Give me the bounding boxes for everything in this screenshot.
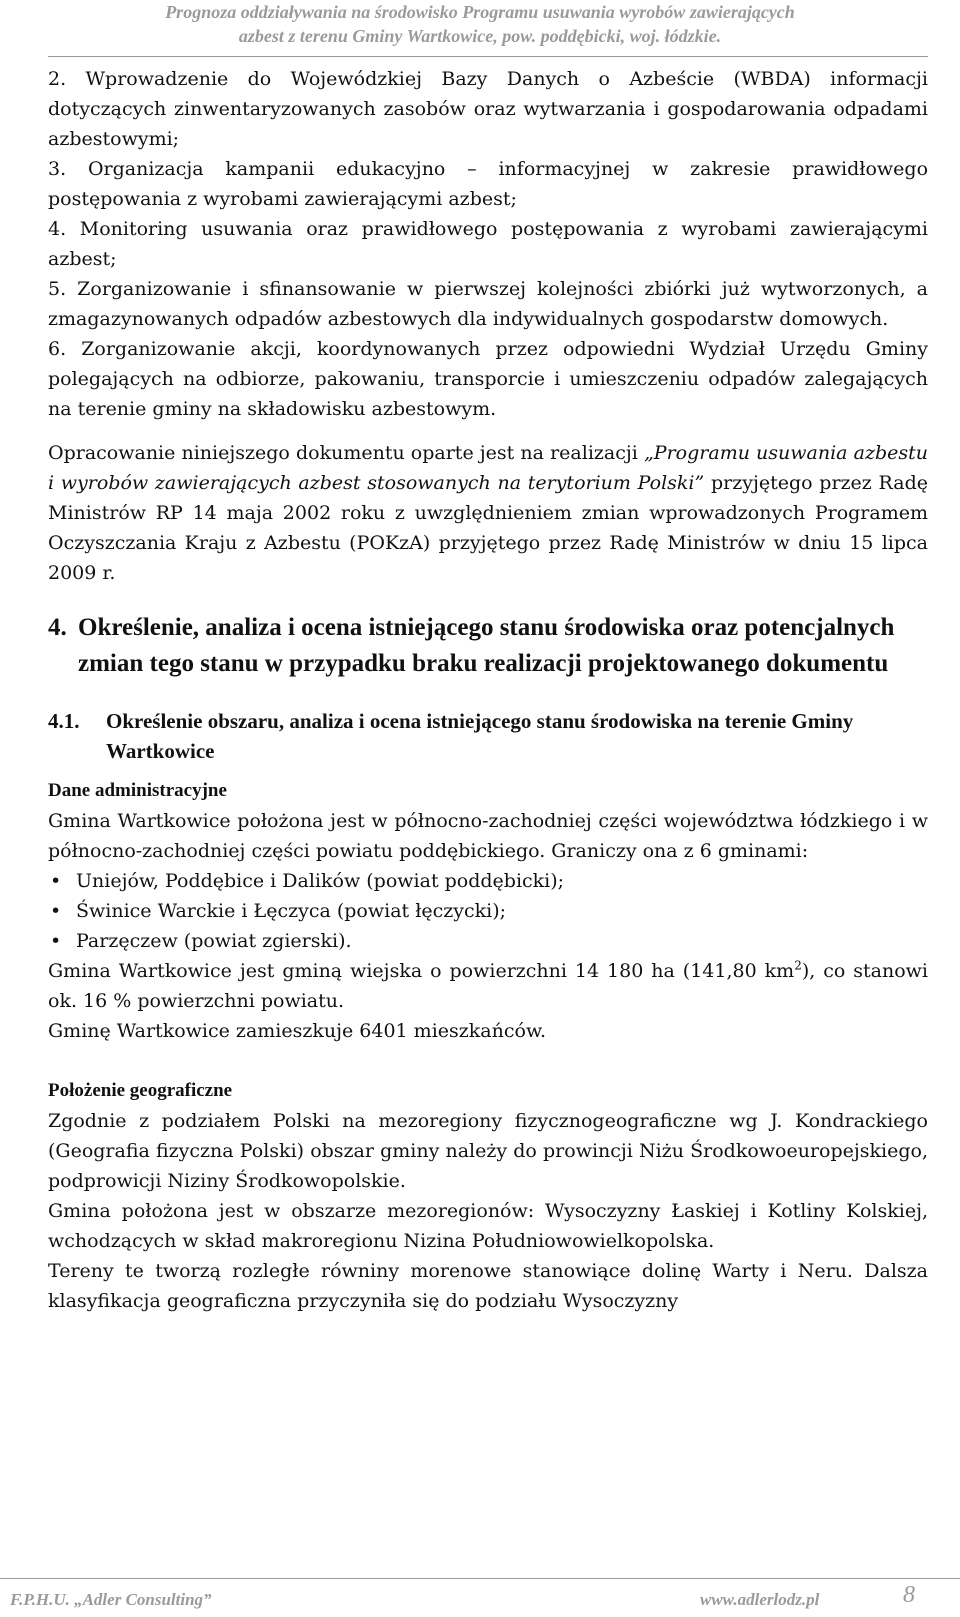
admin-heading: Dane administracyjne bbox=[48, 780, 227, 801]
header-line-1: Prognoza oddziaływania na środowisko Programu usuwania wyrobów zawierających bbox=[165, 2, 795, 22]
geo-paragraph-1: Zgodnie z podziałem Polski na mezoregiony fizycznogeograficzne wg J. Kondrackiego (Geografia fizyczna Polski) obszar gminy należy do prowincji Niżu Środkowoeuropejskiego, podprowicji Niziny Środkowopolskie. bbox=[48, 1110, 928, 1192]
neighbour-list bbox=[48, 866, 928, 956]
section-title: Określenie, analiza i ocena istniejącego stanu środowiska oraz potencjalnych zmian tego stanu w przypadku braku realizacji projektowanego dokumentu bbox=[78, 614, 895, 677]
admin-intro: Gmina Wartkowice położona jest w północno-zachodniej części województwa łódzkiego i w północno-zachodniej części powiatu poddębickiego. Graniczy ona z 6 gminami: bbox=[48, 810, 928, 862]
geo-paragraph-3: Tereny te tworzą rozległe równiny morenowe stanowiące dolinę Warty i Neru. Dalsza klasyfikacja geograficzna przyczyniła się do podziału Wysoczyzny bbox=[48, 1260, 928, 1312]
program-paragraph bbox=[48, 438, 928, 588]
subsection-title: Określenie obszaru, analiza i ocena istniejącego stanu środowiska na terenie Gminy Wartkowice bbox=[106, 709, 854, 763]
list-item-text: Zorganizowanie akcji, koordynowanych przez odpowiedni Wydział Urzędu Gminy polegających na odbiorze, pakowaniu, transporcie i umieszczeniu odpadów zalegających na terenie gminy na składowisku azbestowym. bbox=[48, 338, 928, 420]
superscript: 2 bbox=[794, 958, 802, 973]
list-item bbox=[48, 64, 928, 154]
list-item: • Parzęczew (powiat zgierski). bbox=[48, 926, 928, 956]
list-item-text: Organizacja kampanii edukacyjno – informacyjnej w zakresie prawidłowego postępowania z wyrobami zawierającymi azbest; bbox=[48, 158, 929, 210]
area-paragraph bbox=[48, 956, 928, 1016]
header-rule bbox=[48, 56, 928, 57]
program-text-after: przyjętego przez Radę Ministrów RP 14 maja 2002 roku z uwzględnieniem zmian wprowadzonych Programem Oczyszczania Kraju z Azbestu (POKzA) przyjętego przez Radę Ministrów w dniu 15 lipca 2009 r. bbox=[48, 472, 928, 584]
list-item-number: 6. bbox=[48, 338, 67, 360]
task-list bbox=[48, 64, 928, 424]
page-footer bbox=[0, 1582, 960, 1616]
running-header bbox=[0, 0, 960, 52]
list-item-number: 3. bbox=[48, 158, 67, 180]
area-text-after: ), co stanowi ok. 16 % powierzchni powiatu. bbox=[48, 960, 928, 1012]
footer-rule bbox=[0, 1578, 960, 1579]
list-item-text: Wprowadzenie do Wojewódzkiej Bazy Danych o Azbeście (WBDA) informacji dotyczących zinwentaryzowanych zasobów oraz wytwarzania i gospodarowania odpadami azbestowymi; bbox=[48, 68, 928, 150]
area-text: Gmina Wartkowice jest gminą wiejska o powierzchni 14 180 ha (141,80 km bbox=[48, 960, 795, 982]
list-item: • Uniejów, Poddębice i Dalików (powiat poddębicki); bbox=[48, 866, 928, 896]
section-number: 4. bbox=[48, 614, 67, 641]
list-item-number: 5. bbox=[48, 278, 67, 300]
list-item-number: 4. bbox=[48, 218, 67, 240]
section-4-heading bbox=[48, 610, 928, 682]
geo-heading: Położenie geograficzne bbox=[48, 1080, 233, 1101]
geo-paragraph-2: Gmina położona jest w obszarze mezoregionów: Wysoczyzny Łaskiej i Kotliny Kolskiej, wchodzących w skład makroregionu Nizina Południowowielkopolska. bbox=[48, 1200, 928, 1252]
page-number: 8 bbox=[903, 1582, 915, 1608]
list-item bbox=[48, 214, 928, 274]
subsection-number: 4.1. bbox=[48, 709, 80, 733]
section-4-1-heading bbox=[48, 706, 928, 766]
list-item bbox=[48, 334, 928, 424]
list-item bbox=[48, 154, 928, 214]
document-body bbox=[48, 64, 928, 1316]
program-title-italic: „Programu usuwania azbestu i wyrobów zawierających azbest stosowanych na terytorium Polski” bbox=[48, 442, 928, 494]
footer-url[interactable]: www.adlerlodz.pl bbox=[700, 1590, 820, 1609]
list-item-text: Monitoring usuwania oraz prawidłowego postępowania z wyrobami zawierającymi azbest; bbox=[48, 218, 928, 270]
list-item: • Świnice Warckie i Łęczyca (powiat łęczycki); bbox=[48, 896, 928, 926]
footer-company: F.P.H.U. „Adler Consulting” bbox=[10, 1590, 212, 1609]
list-item bbox=[48, 274, 928, 334]
header-line-2: azbest z terenu Gminy Wartkowice, pow. poddębicki, woj. łódzkie. bbox=[238, 26, 722, 46]
list-item-text: Zorganizowanie i sfinansowanie w pierwszej kolejności zbiórki już wytworzonych, a zmagazynowanych odpadów azbestowych dla indywidualnych gospodarstw domowych. bbox=[48, 278, 929, 330]
list-item-number: 2. bbox=[48, 68, 67, 90]
population-paragraph: Gminę Wartkowice zamieszkuje 6401 mieszkańców. bbox=[48, 1020, 546, 1042]
program-text-before: Opracowanie niniejszego dokumentu oparte jest na realizacji bbox=[48, 442, 644, 464]
